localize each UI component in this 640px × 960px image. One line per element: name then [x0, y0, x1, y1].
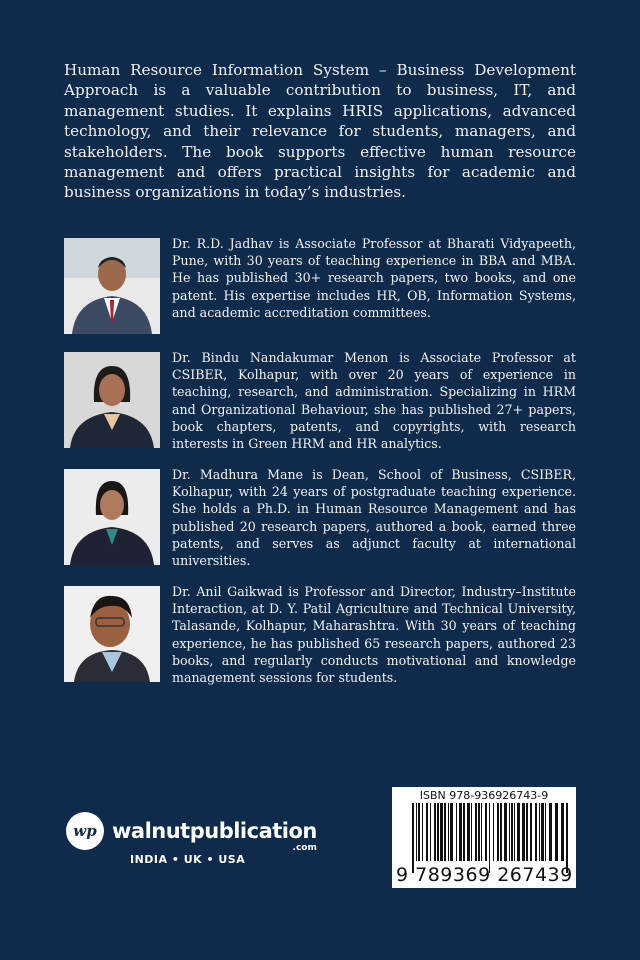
barcode-bar — [444, 803, 446, 861]
barcode-bar — [448, 803, 449, 861]
barcode-bar — [471, 803, 472, 861]
barcode-bar — [522, 803, 525, 861]
book-description: Human Resource Information System – Business Development Approach is a valuable contribution to business, IT, and management studies. It explains HRIS applications, advanced technology, and their relevance for students, managers, and stakeholders. The book supports effective human resource management and offers practical insights for academic and business organizations in today’s industries. — [64, 61, 576, 202]
barcode-bar — [478, 803, 480, 861]
barcode-bar — [426, 803, 428, 861]
barcode-bar — [493, 803, 494, 861]
barcode-bar — [463, 803, 465, 861]
barcode-bar — [504, 803, 507, 861]
barcode-bar — [541, 803, 544, 861]
barcode-bar — [545, 803, 546, 861]
barcode-bar — [467, 803, 470, 861]
author-photo — [64, 352, 160, 448]
publisher-name — [112, 819, 317, 853]
barcode-bar — [434, 803, 436, 861]
barcode-bar — [412, 803, 414, 873]
barcode-bar — [416, 803, 417, 861]
author-photo — [64, 238, 160, 334]
barcode-bar — [481, 803, 482, 861]
barcode-bar — [475, 803, 477, 861]
publisher-logo — [66, 812, 317, 853]
publisher-name-text: walnutpublication — [112, 819, 317, 843]
publisher-mark-icon: wp — [66, 812, 104, 850]
barcode-bars — [412, 803, 572, 873]
barcode-bar — [555, 803, 558, 861]
barcode-bar — [430, 803, 431, 861]
author-bio-text: Dr. Bindu Nandakumar Menon is Associate Professor at CSIBER, Kolhapur, with over 20 years of experience in teaching, research, and administration. Specializing in HRM and Organizational Behaviour, she has published 27+ papers, book chapters, patents, and copyrights, with research interests in Green HRM and HR analytics. — [172, 350, 576, 452]
barcode-bar — [539, 803, 540, 861]
barcode-bar — [526, 803, 528, 861]
publisher-countries: INDIA • UK • USA — [130, 853, 246, 866]
barcode-bar — [509, 803, 510, 861]
barcode-bar — [418, 803, 420, 861]
barcode-bar — [566, 803, 568, 873]
barcode-bar — [514, 803, 515, 861]
author-bio-text: Dr. Madhura Mane is Dean, School of Business, CSIBER, Kolhapur, with 24 years of postgraduate teaching experience. She holds a Ph.D. in Human Resource Management and has published 20 research papers, authored a book, earned three patents, and serves as adjunct faculty at international universities. — [172, 467, 576, 569]
barcode-bar — [500, 803, 502, 861]
author-bio — [64, 469, 576, 567]
barcode-bar — [530, 803, 532, 861]
barcode-bar — [489, 803, 490, 873]
author-bio — [64, 352, 576, 450]
barcode-bar — [497, 803, 499, 861]
barcode-bar — [437, 803, 439, 861]
barcode-bar — [450, 803, 453, 861]
barcode-bar — [459, 803, 462, 861]
isbn-barcode — [392, 787, 576, 888]
author-photo — [64, 586, 160, 682]
author-bio — [64, 586, 576, 684]
barcode-bar — [561, 803, 564, 861]
author-photo — [64, 469, 160, 565]
author-bio-text: Dr. Anil Gaikwad is Professor and Director, Industry–Institute Interaction, at D. Y. Patil Agriculture and Technical University, Talasande, Kolhapur, Maharashtra. With 30 years of teaching experience, he has published 65 research papers, authored 23 books, and regularly conducts motivational and knowledge management sessions for students. — [172, 584, 576, 686]
publisher-domain: .com — [292, 843, 317, 853]
barcode-bar — [422, 803, 423, 861]
author-bio-text: Dr. R.D. Jadhav is Associate Professor at Bharati Vidyapeeth, Pune, with 30 years of teaching experience in BBA and MBA. He has published 30+ research papers, two books, and one patent. His expertise includes HR, OB, Information Systems, and academic accreditation committees. — [172, 236, 576, 320]
barcode-bar — [511, 803, 513, 861]
barcode-bar — [549, 803, 552, 861]
barcode-bar — [456, 803, 457, 861]
barcode-bar — [485, 803, 487, 861]
barcode-bar — [535, 803, 537, 861]
barcode-bar — [440, 803, 443, 861]
barcode-bar — [517, 803, 520, 861]
barcode-digits: 9 789369 267439 — [396, 864, 573, 886]
isbn-label: ISBN 978-936926743-9 — [419, 789, 549, 802]
author-bio — [64, 238, 576, 336]
